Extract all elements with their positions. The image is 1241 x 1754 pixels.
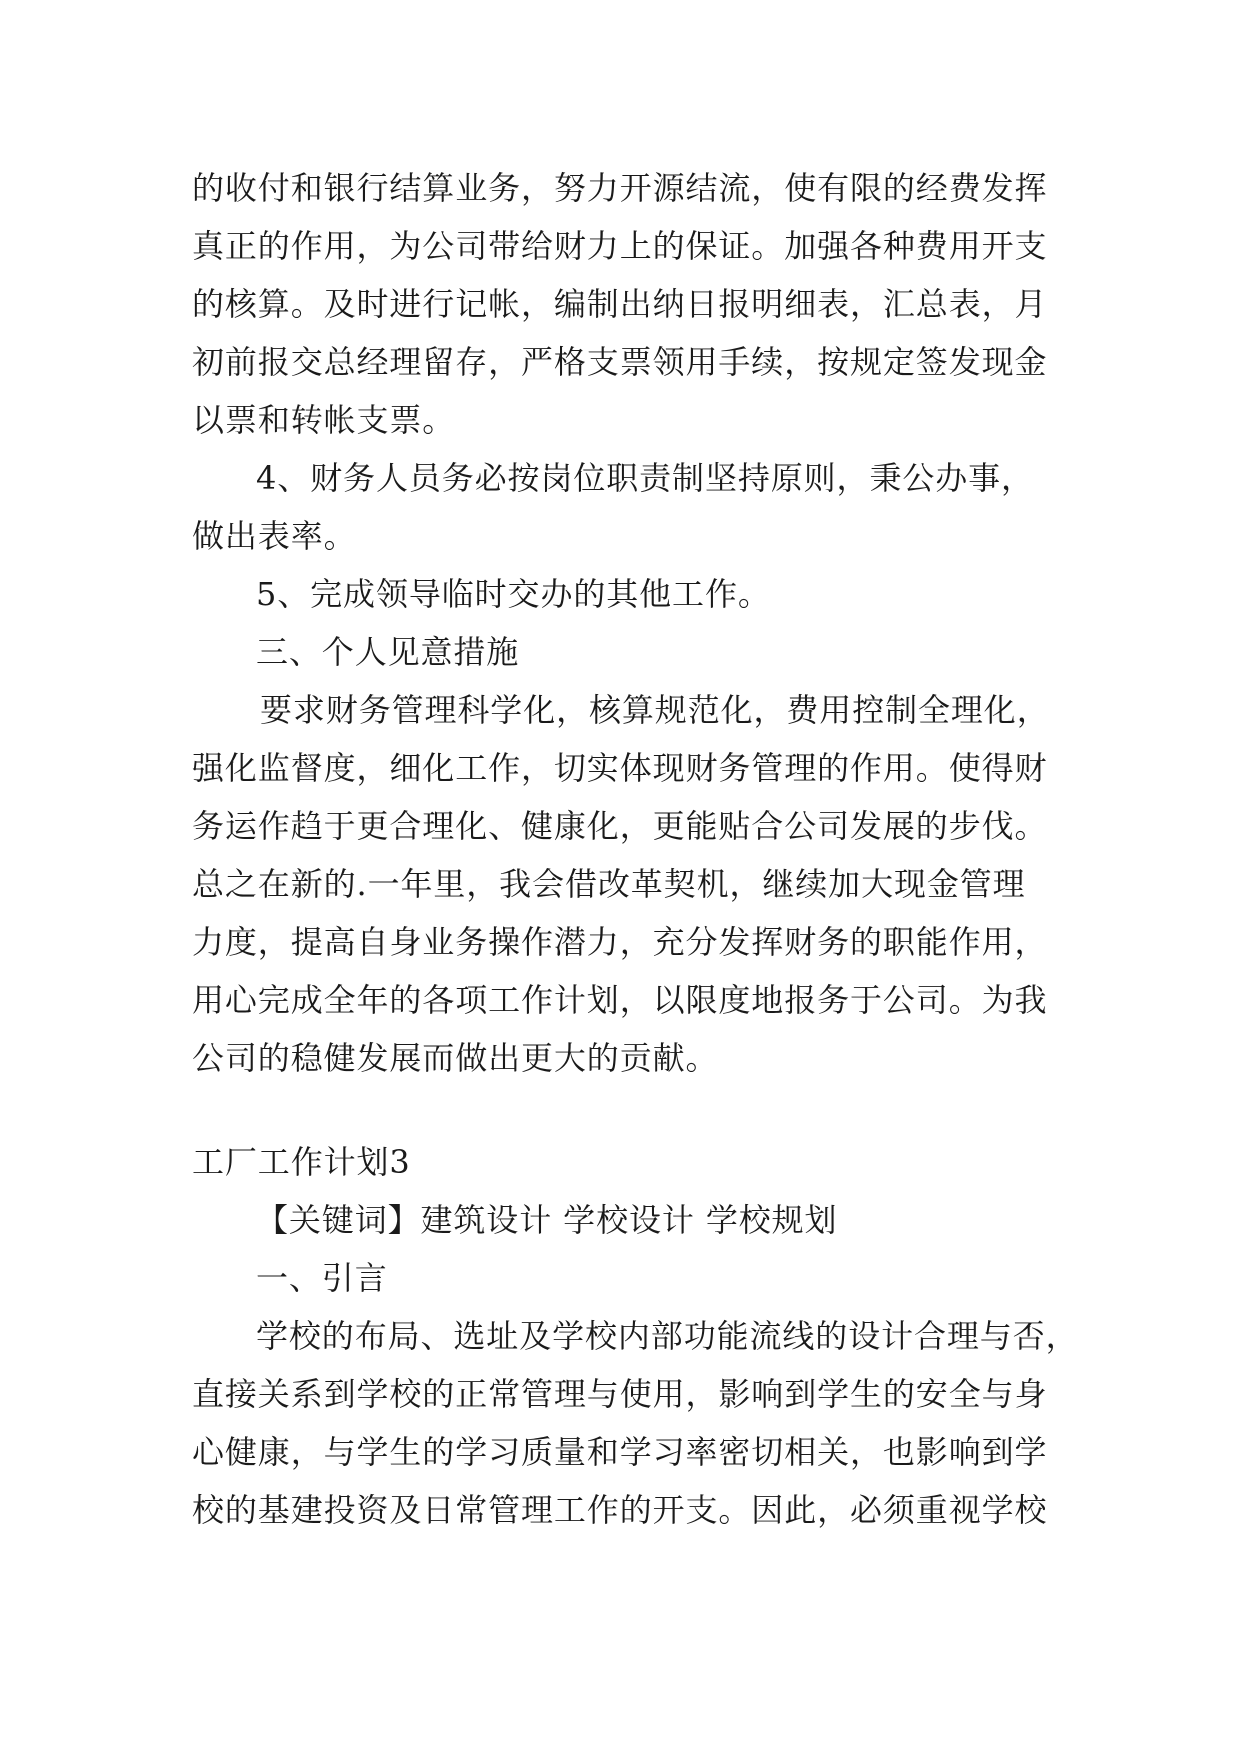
paragraph-line: 要求财务管理科学化，核算规范化，费用控制全理化，: [260, 691, 1050, 729]
paragraph-line: 初前报交总经理留存，严格支票领用手续，按规定签发现金: [192, 343, 1048, 381]
keywords-line: 【关键词】建筑设计 学校设计 学校规划: [256, 1201, 838, 1239]
paragraph-line: 以票和转帐支票。: [192, 401, 456, 439]
paragraph-line: 学校的布局、选址及学校内部功能流线的设计合理与否，: [256, 1317, 1079, 1355]
section-heading: 一、引言: [256, 1259, 388, 1297]
paragraph-line: 公司的稳健发展而做出更大的贡献。: [192, 1039, 719, 1077]
document-title: 工厂工作计划3: [192, 1143, 411, 1181]
paragraph-line: 4、财务人员务必按岗位职责制坚持原则，秉公办事，: [256, 459, 1034, 497]
paragraph-line: 5、完成领导临时交办的其他工作。: [256, 575, 771, 613]
paragraph-line: 校的基建投资及日常管理工作的开支。因此，必须重视学校: [192, 1491, 1048, 1529]
section-heading: 三、个人见意措施: [256, 633, 520, 671]
paragraph-line: 务运作趋于更合理化、健康化，更能贴合公司发展的步伐。: [192, 807, 1048, 845]
paragraph-line: 强化监督度，细化工作，切实体现财务管理的作用。使得财: [192, 749, 1048, 787]
paragraph-line: 心健康，与学生的学习质量和学习率密切相关，也影响到学: [192, 1433, 1048, 1471]
paragraph-line: 直接关系到学校的正常管理与使用，影响到学生的安全与身: [192, 1375, 1048, 1413]
paragraph-line: 的核算。及时进行记帐，编制出纳日报明细表，汇总表，月: [192, 285, 1048, 323]
paragraph-line: 真正的作用，为公司带给财力上的保证。加强各种费用开支: [192, 227, 1048, 265]
paragraph-line: 用心完成全年的各项工作计划，以限度地报务于公司。为我: [192, 981, 1048, 1019]
paragraph-line: 力度，提高自身业务操作潜力，充分发挥财务的职能作用，: [192, 923, 1048, 961]
paragraph-line: 的收付和银行结算业务，努力开源结流，使有限的经费发挥: [192, 169, 1048, 207]
paragraph-line: 做出表率。: [192, 517, 357, 555]
paragraph-line: 总之在新的.一年里，我会借改革契机，继续加大现金管理: [192, 865, 1026, 903]
